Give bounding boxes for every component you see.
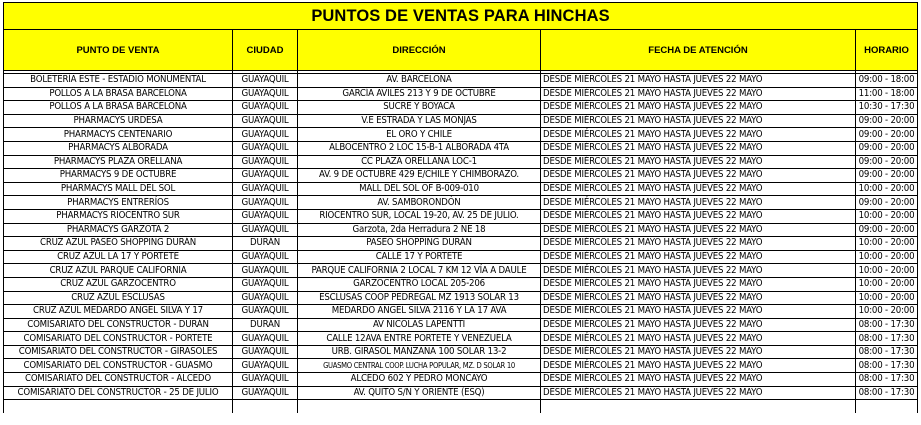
cell-direccion[interactable]: CC PLAZA ORELLANA LOC-1 xyxy=(298,155,541,169)
cell-direccion[interactable]: AV NICOLAS LAPENTTI xyxy=(298,318,541,332)
header-ciudad: CIUDAD xyxy=(233,30,298,71)
header-fecha-de-atencion: FECHA DE ATENCIÓN xyxy=(541,30,856,71)
cell-fecha[interactable]: DESDE MIÉRCOLES 21 MAYO HASTA JUEVES 22 MAYO xyxy=(541,196,856,210)
cell-horario[interactable]: 09:00 - 20:00 xyxy=(856,155,918,169)
cell-punto-de-venta[interactable]: PHARMACYS MALL DEL SOL xyxy=(4,182,233,196)
table-row xyxy=(4,128,918,142)
table-row xyxy=(4,237,918,251)
cell-direccion[interactable]: AV. SAMBORONDÓN xyxy=(298,196,541,210)
table-row xyxy=(4,74,918,88)
cell-fecha[interactable]: DESDE MIÉRCOLES 21 MAYO HASTA JUEVES 22 MAYO xyxy=(541,169,856,183)
table-row xyxy=(4,332,918,346)
table-row xyxy=(4,196,918,210)
cell-direccion[interactable]: ALCEDO 602 Y PEDRO MONCAYO xyxy=(298,373,541,387)
cell-direccion[interactable]: AV. QUITO S/N Y ORIENTE (ESQ) xyxy=(298,386,541,400)
cell-fecha[interactable]: DESDE MIÉRCOLES 21 MAYO HASTA JUEVES 22 MAYO xyxy=(541,141,856,155)
table-row xyxy=(4,318,918,332)
cell-horario[interactable]: 08:00 - 17:30 xyxy=(856,373,918,387)
cell-ciudad[interactable]: DURÁN xyxy=(233,318,298,332)
cell-ciudad[interactable]: GUAYAQUIL xyxy=(233,359,298,373)
table-row-partial xyxy=(4,400,918,413)
cell-ciudad[interactable]: GUAYAQUIL xyxy=(233,74,298,88)
table-row xyxy=(4,359,918,373)
table-row xyxy=(4,291,918,305)
cell-punto-de-venta[interactable]: COMISARIATO DEL CONSTRUCTOR - PORTETE xyxy=(4,332,233,346)
cell-direccion[interactable]: MEDARDO ANGEL SILVA 2116 Y LA 17 AVA xyxy=(298,305,541,319)
cell-horario[interactable]: 10:00 - 20:00 xyxy=(856,250,918,264)
cell-fecha[interactable]: DESDE MIÉRCOLES 21 MAYO HASTA JUEVES 22 MAYO xyxy=(541,74,856,88)
cell-fecha[interactable]: DESDE MIÉRCOLES 21 MAYO HASTA JUEVES 22 MAYO xyxy=(541,277,856,291)
table-row xyxy=(4,386,918,400)
table-body xyxy=(4,74,918,413)
cell-direccion[interactable]: GARCÍA AVILES 213 Y 9 DE OCTUBRE xyxy=(298,87,541,101)
cell-punto-de-venta[interactable]: PHARMACYS RIOCENTRO SUR xyxy=(4,209,233,223)
cell-ciudad[interactable]: GUAYAQUIL xyxy=(233,345,298,359)
cell-horario[interactable]: 09:00 - 20:00 xyxy=(856,169,918,183)
table-row xyxy=(4,182,918,196)
cell-punto-de-venta[interactable]: CRUZ AZUL LA 17 Y PORTETE xyxy=(4,250,233,264)
sheet-title: PUNTOS DE VENTAS PARA HINCHAS xyxy=(4,3,918,30)
cell-punto-de-venta[interactable]: COMISARIATO DEL CONSTRUCTOR - GUASMO xyxy=(4,359,233,373)
cell-direccion[interactable]: GARZOCENTRO LOCAL 205-206 xyxy=(298,277,541,291)
cell-horario[interactable]: 08:00 - 17:30 xyxy=(856,332,918,346)
cell-horario[interactable]: 10:00 - 20:00 xyxy=(856,237,918,251)
cell-ciudad[interactable]: GUAYAQUIL xyxy=(233,196,298,210)
cell-fecha[interactable]: DESDE MIÉRCOLES 21 MAYO HASTA JUEVES 22 MAYO xyxy=(541,305,856,319)
empty-cell xyxy=(856,400,918,413)
cell-direccion[interactable]: SUCRE Y BOYACA xyxy=(298,101,541,115)
cell-horario[interactable]: 10:00 - 20:00 xyxy=(856,291,918,305)
cell-horario[interactable]: 10:00 - 20:00 xyxy=(856,182,918,196)
cell-ciudad[interactable]: GUAYAQUIL xyxy=(233,101,298,115)
cell-punto-de-venta[interactable]: COMISARIATO DEL CONSTRUCTOR - DURÁN xyxy=(4,318,233,332)
cell-horario[interactable]: 10:00 - 20:00 xyxy=(856,305,918,319)
cell-direccion[interactable]: MALL DEL SOL OF B-009-010 xyxy=(298,182,541,196)
cell-fecha[interactable]: DESDE MIÉRCOLES 21 MAYO HASTA JUEVES 22 MAYO xyxy=(541,359,856,373)
table-row xyxy=(4,277,918,291)
cell-direccion[interactable]: V.E ESTRADA Y LAS MONJAS xyxy=(298,114,541,128)
empty-cell xyxy=(541,400,856,413)
spreadsheet xyxy=(3,2,917,413)
cell-punto-de-venta[interactable]: CRUZ AZUL PARQUE CALIFORNIA xyxy=(4,264,233,278)
cell-direccion[interactable]: AV. 9 DE OCTUBRE 429 E/CHILE Y CHIMBORAZO. xyxy=(298,169,541,183)
cell-direccion[interactable]: ESCLUSAS COOP PEDREGAL MZ 1913 SOLAR 13 xyxy=(298,291,541,305)
table-row xyxy=(4,155,918,169)
cell-horario[interactable]: 09:00 - 20:00 xyxy=(856,223,918,237)
cell-punto-de-venta[interactable]: PHARMACYS GARZOTA 2 xyxy=(4,223,233,237)
cell-fecha[interactable]: DESDE MIÉRCOLES 21 MAYO HASTA JUEVES 22 MAYO xyxy=(541,264,856,278)
cell-direccion[interactable]: RIOCENTRO SUR, LOCAL 19-20, AV. 25 DE JULIO. xyxy=(298,209,541,223)
cell-punto-de-venta[interactable]: COMISARIATO DEL CONSTRUCTOR - GIRASOLES xyxy=(4,345,233,359)
cell-ciudad[interactable]: GUAYAQUIL xyxy=(233,305,298,319)
cell-ciudad[interactable]: GUAYAQUIL xyxy=(233,264,298,278)
cell-horario[interactable]: 09:00 - 20:00 xyxy=(856,128,918,142)
cell-punto-de-venta[interactable]: PHARMACYS ENTRERÍOS xyxy=(4,196,233,210)
cell-horario[interactable]: 10:00 - 20:00 xyxy=(856,209,918,223)
cell-direccion[interactable]: URB. GIRASOL MANZANA 100 SOLAR 13-2 xyxy=(298,345,541,359)
cell-direccion[interactable]: AV. BARCELONA xyxy=(298,74,541,88)
cell-fecha[interactable]: DESDE MIÉRCOLES 21 MAYO HASTA JUEVES 22 MAYO xyxy=(541,223,856,237)
cell-fecha[interactable]: DESDE MIÉRCOLES 21 MAYO HASTA JUEVES 22 MAYO xyxy=(541,291,856,305)
cell-horario[interactable]: 09:00 - 20:00 xyxy=(856,114,918,128)
cell-ciudad[interactable]: GUAYAQUIL xyxy=(233,114,298,128)
cell-fecha[interactable]: DESDE MIÉRCOLES 21 MAYO HASTA JUEVES 22 MAYO xyxy=(541,318,856,332)
cell-ciudad[interactable]: GUAYAQUIL xyxy=(233,182,298,196)
cell-horario[interactable]: 08:00 - 17:30 xyxy=(856,359,918,373)
cell-ciudad[interactable]: GUAYAQUIL xyxy=(233,291,298,305)
table-row xyxy=(4,169,918,183)
header-direccion: DIRECCIÓN xyxy=(298,30,541,71)
cell-direccion[interactable]: EL ORO Y CHILE xyxy=(298,128,541,142)
cell-horario[interactable]: 09:00 - 18:00 xyxy=(856,74,918,88)
cell-fecha[interactable]: DESDE MIÉRCOLES 21 MAYO HASTA JUEVES 22 MAYO xyxy=(541,237,856,251)
cell-ciudad[interactable]: GUAYAQUIL xyxy=(233,209,298,223)
cell-punto-de-venta[interactable]: CRUZ AZUL PASEO SHOPPING DURÁN xyxy=(4,237,233,251)
table-row xyxy=(4,209,918,223)
cell-horario[interactable]: 10:00 - 20:00 xyxy=(856,264,918,278)
cell-horario[interactable]: 10:00 - 20:00 xyxy=(856,277,918,291)
table-row xyxy=(4,87,918,101)
table-row xyxy=(4,373,918,387)
cell-horario[interactable]: 08:00 - 17:30 xyxy=(856,318,918,332)
table-row xyxy=(4,345,918,359)
cell-ciudad[interactable]: GUAYAQUIL xyxy=(233,386,298,400)
cell-punto-de-venta[interactable]: CRUZ AZUL GARZOCENTRO xyxy=(4,277,233,291)
cell-ciudad[interactable]: GUAYAQUIL xyxy=(233,141,298,155)
cell-fecha[interactable]: DESDE MIÉRCOLES 21 MAYO HASTA JUEVES 22 MAYO xyxy=(541,114,856,128)
header-horario: HORARIO xyxy=(856,30,918,71)
cell-horario[interactable]: 09:00 - 20:00 xyxy=(856,141,918,155)
header-punto-de-venta: PUNTO DE VENTA xyxy=(4,30,233,71)
table-row xyxy=(4,250,918,264)
cell-fecha[interactable]: DESDE MIÉRCOLES 21 MAYO HASTA JUEVES 22 MAYO xyxy=(541,209,856,223)
table-row xyxy=(4,141,918,155)
cell-punto-de-venta[interactable]: PHARMACYS PLAZA ORELLANA xyxy=(4,155,233,169)
cell-ciudad[interactable]: GUAYAQUIL xyxy=(233,373,298,387)
cell-fecha[interactable]: DESDE MIÉRCOLES 21 MAYO HASTA JUEVES 22 MAYO xyxy=(541,345,856,359)
cell-fecha[interactable]: DESDE MIÉRCOLES 21 MAYO HASTA JUEVES 22 MAYO xyxy=(541,250,856,264)
table-row xyxy=(4,305,918,319)
cell-fecha[interactable]: DESDE MIÉRCOLES 21 MAYO HASTA JUEVES 22 MAYO xyxy=(541,87,856,101)
cell-direccion[interactable]: CALLE 17 Y PORTETE xyxy=(298,250,541,264)
cell-ciudad[interactable]: GUAYAQUIL xyxy=(233,223,298,237)
cell-fecha[interactable]: DESDE MIÉRCOLES 21 MAYO HASTA JUEVES 22 MAYO xyxy=(541,332,856,346)
cell-horario[interactable]: 08:00 - 17:30 xyxy=(856,386,918,400)
cell-direccion[interactable]: CALLE 12AVA ENTRE PORTETE Y VENEZUELA xyxy=(298,332,541,346)
cell-punto-de-venta[interactable]: PHARMACYS 9 DE OCTUBRE xyxy=(4,169,233,183)
cell-direccion[interactable]: ALBOCENTRO 2 LOC 15-B-1 ALBORADA 4TA xyxy=(298,141,541,155)
cell-ciudad[interactable]: DURÁN xyxy=(233,237,298,251)
cell-fecha[interactable]: DESDE MIÉRCOLES 21 MAYO HASTA JUEVES 22 MAYO xyxy=(541,182,856,196)
cell-punto-de-venta[interactable]: PHARMACYS URDESA xyxy=(4,114,233,128)
cell-punto-de-venta[interactable]: COMISARIATO DEL CONSTRUCTOR - 25 DE JULIO xyxy=(4,386,233,400)
cell-direccion[interactable]: PARQUE CALIFORNIA 2 LOCAL 7 KM 12 VÍA A DAULE xyxy=(298,264,541,278)
cell-horario[interactable]: 08:00 - 17:30 xyxy=(856,345,918,359)
cell-horario[interactable]: 10:30 - 17:30 xyxy=(856,101,918,115)
table-row xyxy=(4,101,918,115)
cell-ciudad[interactable]: GUAYAQUIL xyxy=(233,128,298,142)
cell-horario[interactable]: 11:00 - 18:00 xyxy=(856,87,918,101)
cell-direccion[interactable]: PASEO SHOPPING DURÁN xyxy=(298,237,541,251)
points-of-sale-table xyxy=(3,2,918,413)
cell-punto-de-venta[interactable]: POLLOS A LA BRASA BARCELONA xyxy=(4,101,233,115)
cell-horario[interactable]: 09:00 - 20:00 xyxy=(856,196,918,210)
cell-ciudad[interactable]: GUAYAQUIL xyxy=(233,155,298,169)
cell-punto-de-venta[interactable]: CRUZ AZUL ESCLUSAS xyxy=(4,291,233,305)
cell-ciudad[interactable]: GUAYAQUIL xyxy=(233,169,298,183)
cell-fecha[interactable]: DESDE MIÉRCOLES 21 MAYO HASTA JUEVES 22 MAYO xyxy=(541,373,856,387)
cell-ciudad[interactable]: GUAYAQUIL xyxy=(233,87,298,101)
table-row xyxy=(4,223,918,237)
cell-punto-de-venta[interactable]: PHARMACYS ALBORADA xyxy=(4,141,233,155)
cell-fecha[interactable]: DESDE MIÉRCOLES 21 MAYO HASTA JUEVES 22 MAYO xyxy=(541,386,856,400)
cell-punto-de-venta[interactable]: COMISARIATO DEL CONSTRUCTOR - ALCEDO xyxy=(4,373,233,387)
cell-direccion[interactable]: GUASMO CENTRAL COOP. LUCHA POPULAR, MZ. D SOLAR 10 xyxy=(298,359,541,373)
cell-ciudad[interactable]: GUAYAQUIL xyxy=(233,250,298,264)
empty-cell xyxy=(233,400,298,413)
cell-punto-de-venta[interactable]: PHARMACYS CENTENARIO xyxy=(4,128,233,142)
cell-punto-de-venta[interactable]: CRUZ AZUL MEDARDO ANGEL SILVA Y 17 xyxy=(4,305,233,319)
empty-cell xyxy=(4,400,233,413)
cell-ciudad[interactable]: GUAYAQUIL xyxy=(233,332,298,346)
cell-punto-de-venta[interactable]: POLLOS A LA BRASA BARCELONA xyxy=(4,87,233,101)
cell-direccion[interactable]: Garzota, 2da Herradura 2 NE 18 xyxy=(298,223,541,237)
cell-fecha[interactable]: DESDE MIÉRCOLES 21 MAYO HASTA JUEVES 22 MAYO xyxy=(541,128,856,142)
table-row xyxy=(4,264,918,278)
empty-cell xyxy=(298,400,541,413)
cell-fecha[interactable]: DESDE MIÉRCOLES 21 MAYO HASTA JUEVES 22 MAYO xyxy=(541,101,856,115)
table-row xyxy=(4,114,918,128)
cell-fecha[interactable]: DESDE MIÉRCOLES 21 MAYO HASTA JUEVES 22 MAYO xyxy=(541,155,856,169)
cell-ciudad[interactable]: GUAYAQUIL xyxy=(233,277,298,291)
cell-punto-de-venta[interactable]: BOLETERÍA ESTE - ESTADIO MONUMENTAL xyxy=(4,74,233,88)
